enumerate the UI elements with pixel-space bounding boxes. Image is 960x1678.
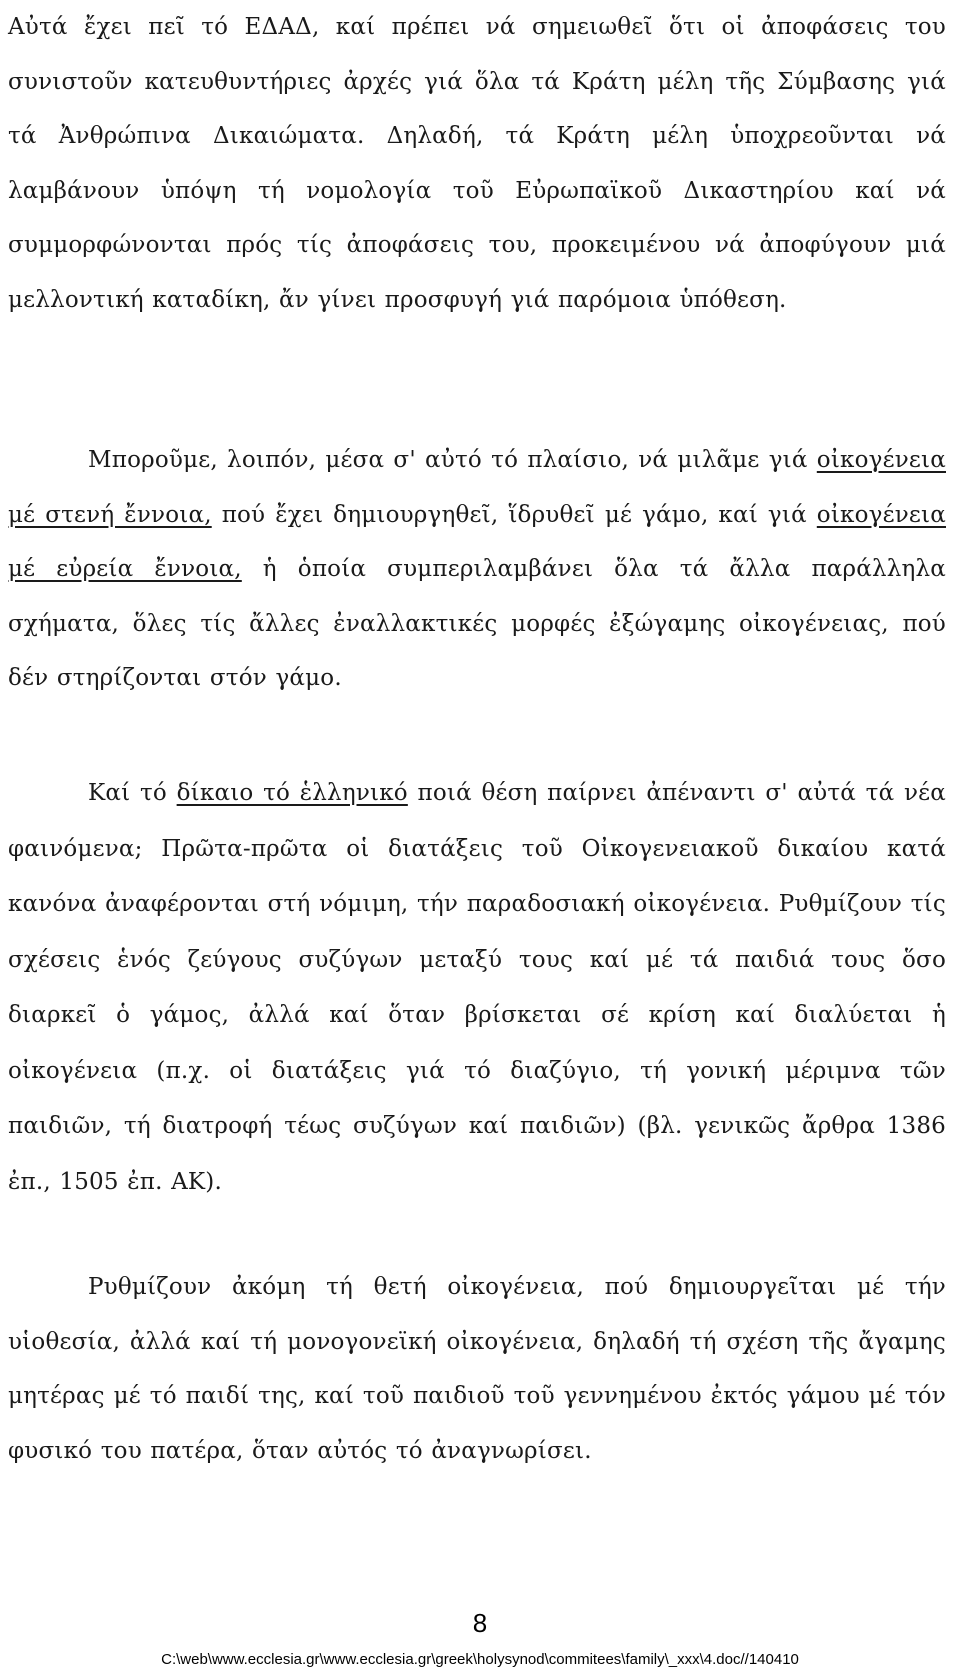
paragraph-3-text-a: Καί τό [88, 780, 177, 806]
underlined-phrase-narrow-family: οἰκογένεια μέ στενή ἔννοια, [8, 447, 946, 528]
paragraph-4 [8, 1260, 946, 1478]
paragraph-3-text-b: ποιά θέση παίρνει ἀπέναντι σ' αὐτά τά νέα φαινόμενα; Πρῶτα-πρῶτα οἱ διατάξεις τοῦ Οἰκογενειακοῦ δικαίου κατά κανόνα ἀναφέρονται στή νόμιμη, τήν παραδοσιακή οἰκογένεια. Ρυθμίζουν τίς σχέσεις ἑνός ζεύγους συζύγων μεταξύ τους καί μέ τά παιδιά τους ὅσο διαρκεῖ ὁ γάμος, ἀλλά καί ὅταν βρίσκεται σέ κρίση καί διαλύεται ἡ οἰκογένεια (π.χ. οἱ διατάξεις γιά τό διαζύγιο, τή γονική μέριμνα τῶν παιδιῶν, τή διατροφή τέως συζύγων καί παιδιῶν) (βλ. γενικῶς ἄρθρα 1386 ἐπ., 1505 ἐπ. ΑΚ). [8, 780, 947, 1195]
footer-file-path: C:\web\www.ecclesia.gr\www.ecclesia.gr\greek\holysynod\commitees\family\_xxx\4.doc//140410 [161, 1651, 799, 1668]
paragraph-1 [8, 0, 946, 327]
paragraph-2-text-c: ἡ ὁποία συμπεριλαμβάνει ὅλα τά ἄλλα παράλληλα σχήματα, ὅλες τίς ἄλλες ἐναλλακτικές μορφές ἐξώγαμης οἰκογένειας, πού δέν στηρίζονται στόν γάμο. [8, 556, 946, 691]
paragraph-2-text-b: πού ἔχει δημιουργηθεῖ, ἵδρυθεῖ μέ γάμο, καί γιά [211, 501, 817, 528]
underlined-phrase-broad-family: οἰκογένεια μέ εὐρεία ἔννοια, [8, 501, 946, 582]
paragraph-3 [8, 766, 946, 1210]
underlined-phrase-greek-law: δίκαιο τό ἑλληνικό [176, 780, 408, 806]
paragraph-4-text: Ρυθμίζουν ἀκόμη τή θετή οἰκογένεια, πού δημιουργεῖται μέ τήν υἱοθεσία, ἀλλά καί τή μονογονεϊκή οἰκογένεια, δηλαδή τή σχέση τῆς ἄγαμης μητέρας μέ τό παιδί της, καί τοῦ παιδιοῦ τοῦ γεννημένου ἐκτός γάμου μέ τόν φυσικό του πατέρα, ὅταν αὐτός τό ἀναγνωρίσει. [8, 1274, 946, 1464]
page-number: 8 [472, 1608, 488, 1638]
paragraph-2 [8, 433, 946, 706]
paragraph-2-text-a: Μποροῦμε, λοιπόν, μέσα σ' αὐτό τό πλαίσιο, νά μιλᾶμε γιά [88, 447, 817, 473]
paragraph-1-text: Αὐτά ἔχει πεῖ τό ΕΔΑΔ, καί πρέπει νά σημειωθεῖ ὅτι οἱ ἀποφάσεις του συνιστοῦν κατευθυντήριες ἀρχές γιά ὅλα τά Κράτη μέλη τῆς Σύμβασης γιά τά Ἀνθρώπινα Δικαιώματα. Δηλαδή, τά Κράτη μέλη ὑποχρεοῦνται νά λαμβάνουν ὑπόψη τή νομολογία τοῦ Εὐρωπαϊκοῦ Δικαστηρίου καί νά συμμορφώνονται πρός τίς ἀποφάσεις του, προκειμένου νά ἀποφύγουν μιά μελλοντική καταδίκη, ἄν γίνει προσφυγή γιά παρόμοια ὑπόθεση. [8, 14, 946, 313]
